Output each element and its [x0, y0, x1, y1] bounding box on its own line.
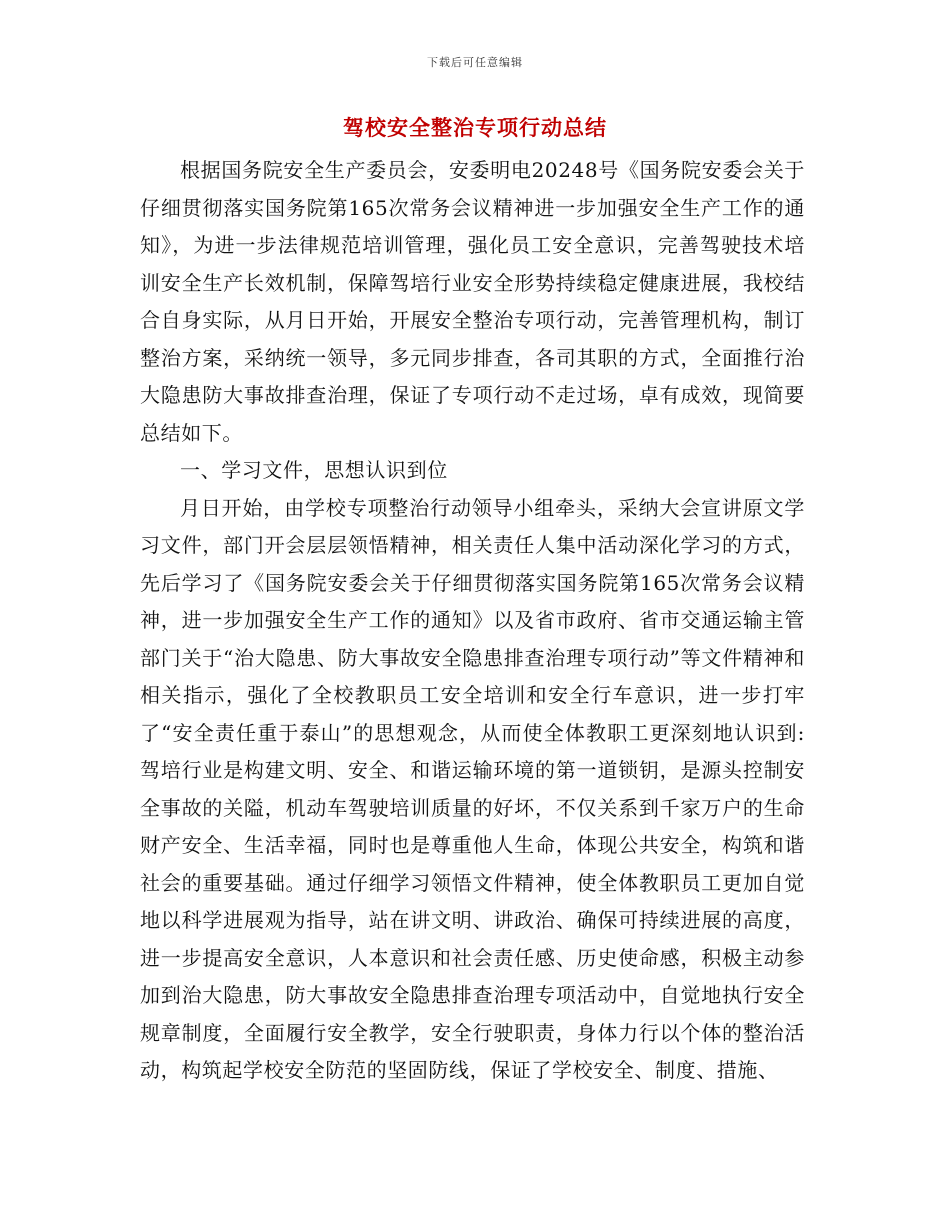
document-title: 驾校安全整治专项行动总结 [343, 116, 607, 140]
paragraph-section-1: 月日开始，由学校专项整治行动领导小组牵头，采纳大会宣讲原文学习文件，部门开会层层领悟精神，相关责任人集中活动深化学习的方式，先后学习了《国务院安委会关于仔细贯彻落实国务院第165次常务会议精神，进一步加强安全生产工作的通知》以及省市政府、省市交通运输主管部门关于“治大隐患、防大事故安全隐患排查治理专项行动”等文件精神和相关指示，强化了全校教职员工安全培训和安全行车意识，进一步打牢了“安全责任重于泰山”的思想观念，从而使全体教职工更深刻地认识到:驾培行业是构建文明、安全、和谐运输环境的第一道锁钥，是源头控制安全事故的关隘，机动车驾驶培训质量的好坏，不仅关系到千家万户的生命财产安全、生活幸福，同时也是尊重他人生命，体现公共安全，构筑和谐社会的重要基础。通过仔细学习领悟文件精神，使全体教职员工更加自觉地以科学进展观为指导，站在讲文明、讲政治、确保可持续进展的高度，进一步提高安全意识，人本意识和社会责任感、历史使命感，积极主动参加到治大隐患，防大事故安全隐患排查治理专项活动中，自觉地执行安全规章制度，全面履行安全教学，安全行驶职责，身体力行以个体的整治活动，构筑起学校安全防范的坚固防线，保证了学校安全、制度、措施、 [140, 495, 805, 1082]
header-note: 下载后可任意编辑 [427, 56, 523, 69]
document-body [140, 152, 805, 1090]
section-heading-1: 一、学习文件，思想认识到位 [180, 458, 448, 482]
paragraph-intro: 根据国务院安全生产委员会，安委明电20248号《国务院安委会关于仔细贯彻落实国务院第165次常务会议精神进一步加强安全生产工作的通知》，为进一步法律规范培训管理，强化员工安全意识，完善驾驶技术培训安全生产长效机制，保障驾培行业安全形势持续稳定健康进展，我校结合自身实际，从月日开始，开展安全整治专项行动，完善管理机构，制订整治方案，采纳统一领导，多元同步排查，各司其职的方式，全面推行治大隐患防大事故排查治理，保证了专项行动不走过场，卓有成效，现简要总结如下。 [140, 158, 805, 445]
